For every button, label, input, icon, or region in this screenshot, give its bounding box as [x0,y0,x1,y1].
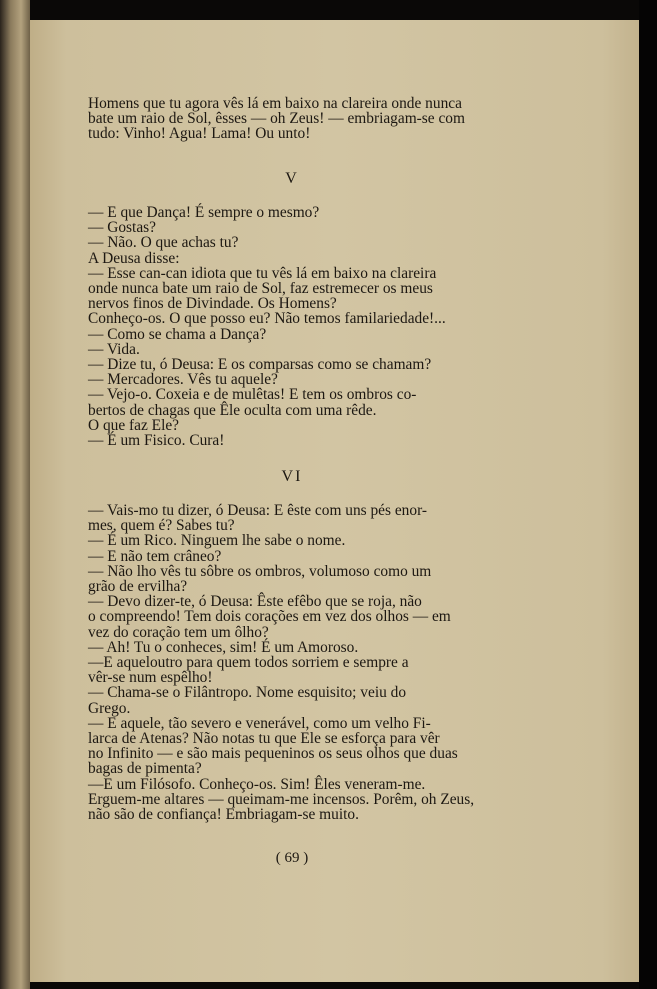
section-heading-vi: VI [281,468,303,485]
book-page [30,20,639,982]
intro-text: Homens que tu agora vês lá em baixo na clareira onde nunca bate um raio de Sol, êsses — oh Zeus! — embriagam-se com tudo: Vinho! Agua! Lama! Ou unto! [88,95,465,143]
scan-border [639,0,657,989]
section-heading-v: V [285,170,299,187]
book-binding-edge [0,0,30,989]
intro-paragraph [88,96,496,142]
page-number: ( 69 ) [275,850,309,866]
section-vi-text: — Vais-mo tu dizer, ó Deusa: E êste com uns pés enor- mes, quem é? Sabes tu? — É um Rico. Ninguem lhe sabe o nome. — E não tem crâneo? — Não lho vês tu sôbre os ombros, volumoso como um grão de ervilha? — Devo dizer-te, ó Deusa: Êste efêbo que se roja, não o compreendo! Tem dois corações em vez dos olhos — em vez do coração tem um ôlho? — Ah! Tu o conheces, sim! É um Amoroso. —E aqueloutro para quem todos sorriem e sempre a vêr-se num espêlho! — Chama-se o Filântropo. Nome esquisito; veiu do Grego. — E aquele, tão severo e venerável, como um velho Fi- larca de Atenas? Não notas tu que Ele se esforça para vêr no Infinito — e são mais pequeninos os seus olhos que duas bagas de pimenta? —E um Filósofo. Conheço-os. Sim! Êles veneram-me. Erguem-me altares — queimam-me incensos. Porêm, oh Zeus, não são de confiança! Embriagam-se muito. [88,502,475,824]
section-vi-body [88,503,496,822]
section-v-body [88,205,496,448]
section-v-text: — E que Dança! É sempre o mesmo? — Gostas? — Não. O que achas tu? A Deusa disse: — Esse can-can idiota que tu vês lá em baixo na clareira onde nunca bate um raio de Sol, faz estremecer os meus nervos finos de Divindade. Os Homens? Conheço-os. O que posso eu? Não temos familariedade!... — Como se chama a Dança? — Vida. — Dize tu, ó Deusa: E os comparsas como se chamam? — Mercadores. Vês tu aquele? — Vejo-o. Coxeia e de mulêtas! E tem os ombros co- bertos de chagas que Êle oculta com uma rêde. O que faz Ele? — É um Fisico. Cura! [88,204,446,450]
